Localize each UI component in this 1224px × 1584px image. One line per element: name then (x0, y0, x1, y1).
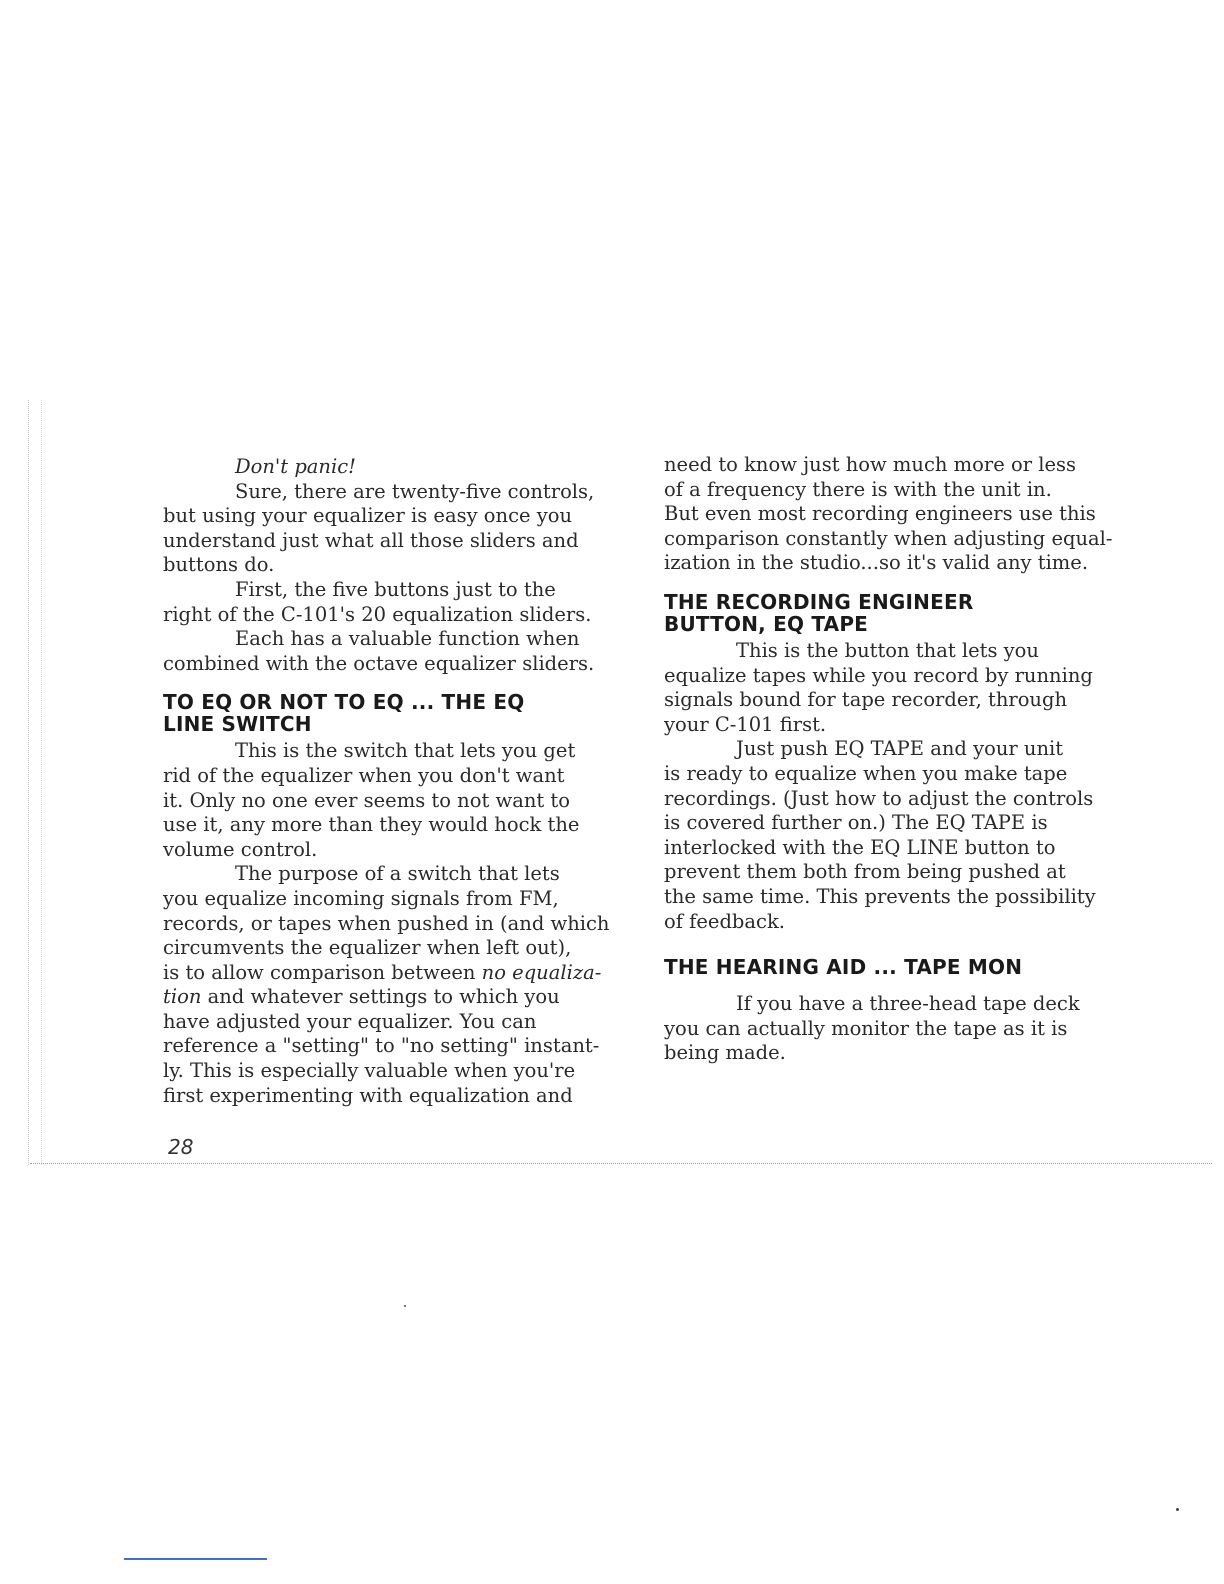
scan-speck (404, 1305, 406, 1307)
heading-line: THE HEARING AID ... TAPE MON (664, 955, 1023, 980)
heading-line: BUTTON, EQ TAPE (664, 611, 869, 636)
text-line: equalize tapes while you record by running (664, 663, 1093, 687)
text-line: reference a "setting" to "no setting" instant- (163, 1034, 600, 1058)
text-line: This is the switch that lets you get (235, 739, 576, 763)
text-line: ization in the studio...so it's valid any time. (664, 551, 1089, 575)
text-line: use it, any more than they would hock the (163, 813, 580, 837)
text-line: First, the five buttons just to the (235, 577, 556, 601)
section-heading-eq-line (163, 691, 613, 735)
text-line: need to know just how much more or less (664, 453, 1077, 476)
text-line: your C-101 first. (664, 712, 827, 736)
text-line: Sure, there are twenty-five controls, (235, 479, 595, 503)
scan-edge-shadow (28, 400, 42, 1165)
left-column (163, 455, 613, 1108)
right-column (664, 453, 1114, 1066)
text-line: tion and whatever settings to which you (163, 985, 560, 1009)
text-line: of a frequency there is with the unit in. (664, 477, 1052, 501)
section-heading-tape-mon (664, 956, 1114, 978)
text-line: buttons do. (163, 553, 275, 577)
text-line: signals bound for tape recorder, through (664, 688, 1068, 712)
text-line: comparison constantly when adjusting equal- (664, 526, 1113, 550)
section-heading-eq-tape (664, 591, 1114, 635)
text-line: it. Only no one ever seems to not want to (163, 788, 570, 812)
text-line: is ready to equalize when you make tape (664, 761, 1068, 785)
text-line: circumvents the equalizer when left out), (163, 936, 572, 960)
text-line: combined with the octave equalizer sliders. (163, 651, 595, 675)
text-line: The purpose of a switch that lets (235, 862, 560, 886)
emphasis-text: tion (163, 985, 202, 1009)
heading-line: LINE SWITCH (163, 712, 312, 737)
text-line: but using your equalizer is easy once you (163, 504, 573, 528)
left-intro (163, 455, 613, 676)
section-body-eq-line (163, 739, 613, 1108)
text-line: the same time. This prevents the possibility (664, 884, 1096, 908)
text-line: Each has a valuable function when (235, 627, 580, 651)
text-line: understand just what all those sliders and (163, 528, 579, 552)
text-line: But even most recording engineers use this (664, 502, 1096, 526)
page-number: 28 (168, 1135, 194, 1159)
text-line: is covered further on.) The EQ TAPE is (664, 811, 1048, 835)
text-line: right of the C-101's 20 equalization sliders. (163, 602, 592, 626)
text-line: ly. This is especially valuable when you're (163, 1059, 576, 1083)
text-line: of feedback. (664, 909, 785, 933)
scan-speck (1176, 1508, 1179, 1511)
text-line: interlocked with the EQ LINE button to (664, 835, 1056, 859)
text-line: recordings. (Just how to adjust the controls (664, 786, 1094, 810)
text-line: you can actually monitor the tape as it is (664, 1016, 1068, 1040)
text-line: records, or tapes when pushed in (and which (163, 911, 610, 935)
text-line: being made. (664, 1041, 786, 1065)
text-line: Don't panic! (235, 455, 356, 478)
heading-line: THE RECORDING ENGINEER (664, 589, 974, 614)
text-line: prevent them both from being pushed at (664, 860, 1066, 884)
text-line: first experimenting with equalization and (163, 1083, 573, 1107)
text-line: rid of the equalizer when you don't want (163, 763, 565, 787)
text-line: This is the button that lets you (736, 638, 1039, 662)
text-line: is to allow comparison between no equaliza- (163, 960, 602, 984)
text-line: volume control. (163, 837, 318, 861)
heading-line: TO EQ OR NOT TO EQ ... THE EQ (163, 690, 525, 715)
footer-rule (30, 1163, 1212, 1164)
text-line: Just push EQ TAPE and your unit (736, 737, 1064, 761)
section-body-tape-mon (664, 992, 1114, 1066)
text-line: you equalize incoming signals from FM, (163, 886, 559, 910)
bottom-blue-rule (124, 1558, 267, 1560)
emphasis-text: no equaliza- (481, 960, 602, 984)
text-line: If you have a three-head tape deck (736, 992, 1080, 1016)
text-line: have adjusted your equalizer. You can (163, 1009, 537, 1033)
right-intro (664, 453, 1114, 576)
section-body-eq-tape (664, 639, 1114, 934)
